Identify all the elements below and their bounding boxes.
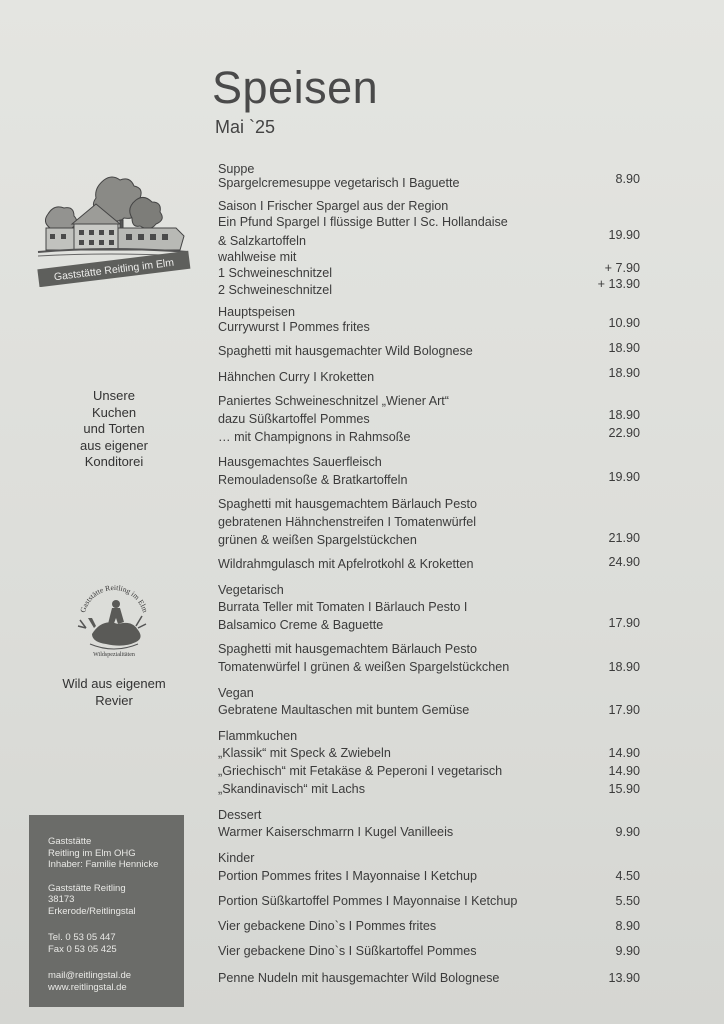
menu-item: Balsamico Creme & Baguette [218, 618, 384, 632]
email-address: mail@reitlingstal.de [48, 970, 132, 981]
item-price: 9.90 [615, 944, 640, 958]
menu-item: „Klassik“ mit Speck & Zwiebeln [218, 746, 391, 760]
menu-item: Gebratene Maultaschen mit buntem Gemüse [218, 703, 470, 717]
section-heading: Hauptspeisen [218, 305, 296, 319]
section-heading: Suppe [218, 162, 255, 176]
item-price: 5.50 [615, 894, 640, 908]
game-line: Wild aus eigenem [62, 676, 166, 691]
item-price: 18.90 [608, 408, 640, 422]
item-price: 17.90 [608, 703, 640, 717]
menu-item: „Skandinavisch“ mit Lachs [218, 782, 365, 796]
contact-line: Inhaber: Familie Hennicke [48, 859, 159, 870]
menu-item: Remouladensoße & Bratkartoffeln [218, 473, 408, 487]
menu-item: Wildrahmgulasch mit Apfelrotkohl & Kroketten [218, 557, 474, 571]
section-heading: Saison I Frischer Spargel aus der Region [218, 199, 449, 213]
contact-line: Reitling im Elm OHG [48, 847, 136, 859]
cakes-line: und Torten [83, 421, 145, 436]
menu-item: 2 Schweineschnitzel [218, 283, 333, 297]
item-price: 18.90 [608, 341, 640, 355]
menu-item: Hausgemachtes Sauerfleisch [218, 455, 382, 469]
item-price: 13.90 [608, 971, 640, 985]
item-price: 22.90 [608, 426, 640, 440]
menu-item: „Griechisch“ mit Fetakäse & Peperoni I vegetarisch [218, 764, 503, 778]
item-price: 19.90 [608, 470, 640, 484]
item-price: + 13.90 [597, 277, 640, 291]
item-price: + 7.90 [604, 261, 640, 275]
item-price: 14.90 [608, 746, 640, 760]
cakes-line: Konditorei [84, 454, 144, 469]
menu-item: Spargelcremesuppe vegetarisch I Baguette [218, 176, 460, 190]
contact-line: 38173 [48, 894, 75, 905]
menu-item: Portion Süßkartoffel Pommes I Mayonnaise I Ketchup [218, 894, 518, 908]
item-price: 14.90 [608, 764, 640, 778]
contact-line: Erkerode/Reitlingstal [48, 905, 136, 917]
menu-item: Paniertes Schweineschnitzel „Wiener Art“ [218, 394, 449, 408]
item-price: 10.90 [608, 316, 640, 330]
game-logo-bottom-text: Wildspezialitäten [93, 652, 135, 658]
item-price: 9.90 [615, 825, 640, 839]
menu-item: & Salzkartoffeln [218, 234, 306, 248]
menu-item: grünen & weißen Spargelstückchen [218, 533, 417, 547]
item-price: 4.50 [615, 869, 640, 883]
menu-item: 1 Schweineschnitzel [218, 266, 333, 280]
menu-item: … mit Champignons in Rahmsoße [218, 430, 411, 444]
menu-item: Spaghetti mit hausgemachter Wild Bolognese [218, 344, 473, 358]
menu-item: Spaghetti mit hausgemachtem Bärlauch Pesto [218, 642, 478, 656]
page-subtitle: Mai `25 [215, 117, 276, 137]
item-price: 17.90 [608, 616, 640, 630]
logo-caption: Gaststätte Reitling im Elm [53, 256, 175, 284]
item-price: 15.90 [608, 782, 640, 796]
item-price: 21.90 [608, 531, 640, 545]
website-address: www.reitlingstal.de [48, 981, 127, 993]
item-price: 24.90 [608, 555, 640, 569]
menu-item: wahlweise mit [218, 250, 297, 264]
menu-item: dazu Süßkartoffel Pommes [218, 412, 370, 426]
contact-line: Gaststätte Reitling [48, 882, 126, 894]
menu-item: Burrata Teller mit Tomaten I Bärlauch Pesto I [218, 600, 468, 614]
item-price: 18.90 [608, 366, 640, 380]
menu-item: Warmer Kaiserschmarrn I Kugel Vanilleeis [218, 825, 454, 839]
cakes-note [70, 388, 158, 471]
cakes-line: Unsere [93, 388, 135, 403]
menu-item: Tomatenwürfel I grünen & weißen Spargelstückchen [218, 660, 510, 674]
section-heading: Vegan [218, 686, 254, 700]
game-line: Revier [95, 692, 133, 708]
section-heading: Dessert [218, 808, 262, 822]
menu-item: Vier gebackene Dino`s I Pommes frites [218, 919, 437, 933]
menu-item: Currywurst I Pommes frites [218, 320, 370, 334]
game-logo-arc-text: Gaststätte Reitling im Elm [78, 582, 150, 614]
game-note [46, 676, 182, 709]
section-heading: Flammkuchen [218, 729, 298, 743]
menu-item: Penne Nudeln mit hausgemachter Wild Bolognese [218, 971, 500, 985]
menu-item: Spaghetti mit hausgemachtem Bärlauch Pesto [218, 497, 478, 511]
fax-number: Fax 0 53 05 425 [48, 943, 117, 955]
menu-item: Ein Pfund Spargel I flüssige Butter I Sc. Hollandaise [218, 215, 508, 229]
game-specialties-logo [72, 578, 156, 662]
restaurant-logo [34, 172, 194, 287]
section-heading: Vegetarisch [218, 583, 284, 597]
contact-box [29, 815, 184, 1007]
menu-item: Hähnchen Curry I Kroketten [218, 370, 375, 384]
phone-number: Tel. 0 53 05 447 [48, 932, 116, 943]
section-heading: Kinder [218, 851, 255, 865]
menu-item: Vier gebackene Dino`s I Süßkartoffel Pommes [218, 944, 477, 958]
cakes-line: aus eigener [80, 437, 148, 453]
item-price: 8.90 [615, 919, 640, 933]
page-title: Speisen [212, 62, 379, 113]
cakes-line: Kuchen [91, 404, 137, 420]
item-price: 19.90 [608, 228, 640, 242]
item-price: 18.90 [608, 660, 640, 674]
contact-line: Gaststätte [48, 836, 92, 847]
menu-item: Portion Pommes frites I Mayonnaise I Ketchup [218, 869, 477, 883]
menu-item: gebratenen Hähnchenstreifen I Tomatenwürfel [218, 515, 477, 529]
item-price: 8.90 [615, 172, 640, 186]
